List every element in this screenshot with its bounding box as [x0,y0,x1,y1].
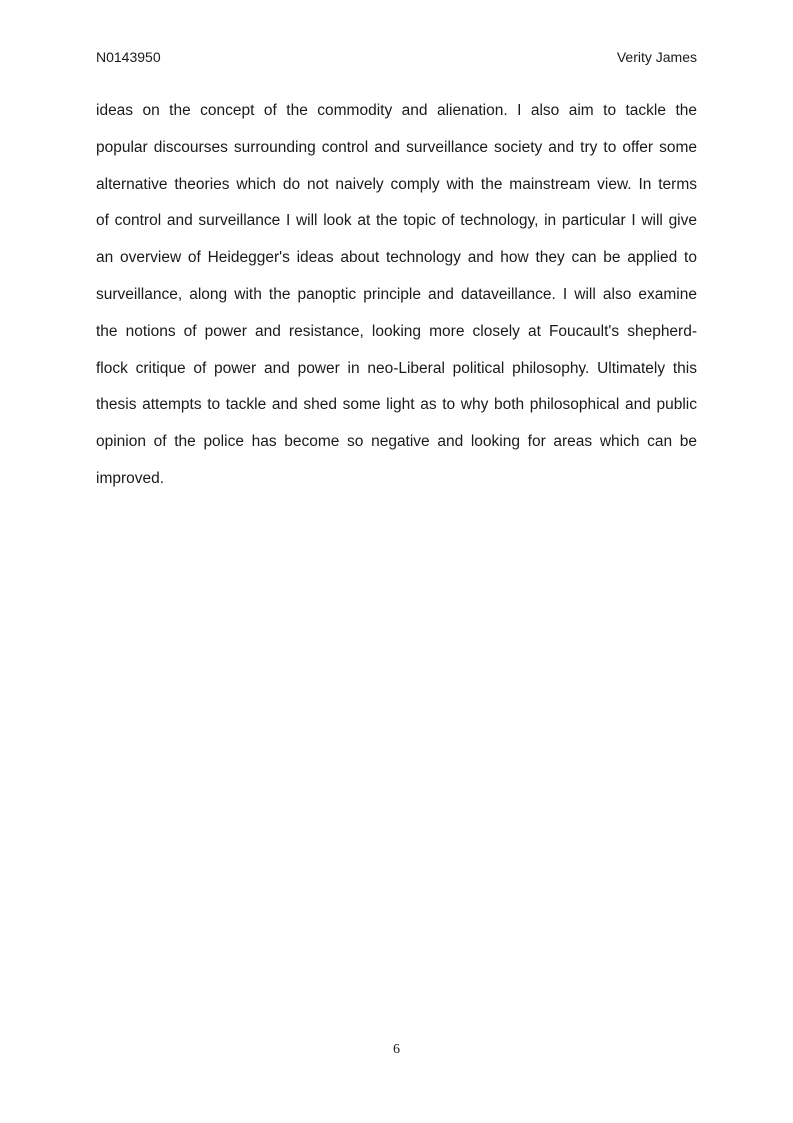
page-number: 6 [393,1042,400,1057]
text-line: alternative theories which do not naively comply with the mainstream view. In terms [96,175,697,193]
text-line: opinion of the police has become so negative and looking for areas which can be [96,433,697,451]
text-line: thesis attempts to tackle and shed some light as to why both philosophical and public [96,396,697,414]
text-line: ideas on the concept of the commodity and alienation. I also aim to tackle the [96,102,697,119]
header-student-id: N0143950 [96,49,161,65]
text-line: an overview of Heidegger's ideas about technology and how they can be applied to [96,249,697,267]
text-line: surveillance, along with the panoptic principle and dataveillance. I will also examine [96,285,697,303]
text-line: the notions of power and resistance, looking more closely at Foucault's shepherd- [96,322,697,340]
text-line: of control and surveillance I will look at the topic of technology, in particular I will give [96,212,697,230]
text-line: flock critique of power and power in neo-Liberal political philosophy. Ultimately this [96,359,697,377]
text-line: popular discourses surrounding control and surveillance society and try to offer some [96,138,697,156]
header-author: Verity James [616,49,697,65]
text-line: improved. [96,469,165,487]
body-paragraph [96,93,697,498]
